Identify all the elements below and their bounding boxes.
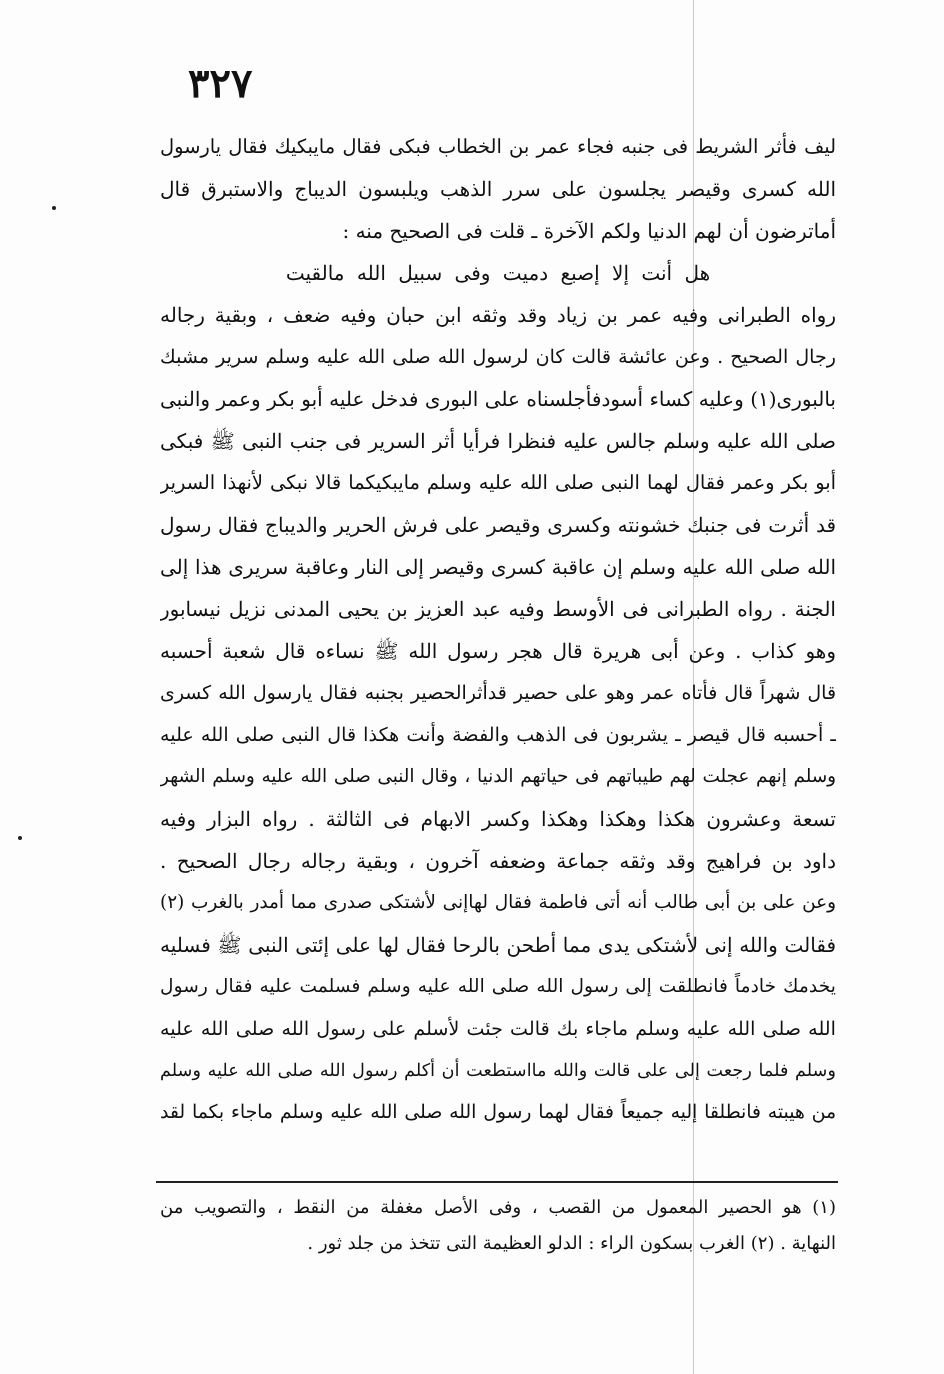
- text-line: يخدمك خادماً فانطلقت إلى رسول الله صلى الله عليه وسلم فسلمت عليه فقال رسول: [160, 976, 836, 997]
- scan-speck: [52, 206, 56, 210]
- scan-speck: [18, 836, 22, 840]
- text-line: ـ أحسبه قال قيصر ـ يشربون فى الذهب والفضة وأنت هكذا قال النبى صلى الله عليه: [160, 723, 836, 746]
- page-number: ٣٢٧: [188, 60, 253, 107]
- main-text-block: [160, 126, 836, 1134]
- text-line: من هيبته فانطلقا إليه جميعاً فقال لهما رسول الله صلى الله عليه وسلم ماجاء بكما لقد: [160, 1102, 836, 1123]
- text-line: وعن على بن أبى طالب أنه أتى فاطمة فقال لهاإنى لأشتكى صدرى مما أمدر بالغرب (٢): [160, 892, 836, 913]
- text-line: وسلم إنهم عجلت لهم طيباتهم فى حياتهم الدنيا ، وقال النبى صلى الله عليه وسلم الشهر: [160, 766, 836, 787]
- text-line: الله صلى الله عليه وسلم ماجاء بك قالت جئت لأسلم على رسول الله صلى الله عليه: [160, 1017, 836, 1040]
- text-line: قد أثرت فى جنبك خشونته وكسرى وقيصر على فرش الحرير والديباج فقال رسول: [160, 513, 836, 537]
- text-line: الله صلى الله عليه وسلم إن عاقبة كسرى وقيصر إلى النار وعاقبة سريرى هذا إلى: [160, 555, 836, 579]
- footnote-line: النهاية . (٢) الغرب بسكون الراء : الدلو العظيمة التى تتخذ من جلد ثور .: [307, 1233, 836, 1254]
- text-line: وسلم فلما رجعت إلى على قالت والله مااستطعت أن أكلم رسول الله صلى الله عليه وسلم: [160, 1061, 836, 1081]
- verse-line: هل أنت إلا إصبع دميت وفى سبيل الله مالقيت: [285, 261, 711, 285]
- footnote-line: (١) هو الحصير المعمول من القصب ، وفى الأصل مغفلة من النقط ، والتصويب من: [160, 1197, 836, 1218]
- text-line: تسعة وعشرون هكذا وهكذا وهكذا وكسر الابهام فى الثالثة . رواه البزار وفيه: [160, 807, 836, 831]
- text-line: بالبورى(١) وعليه كساء أسودفأجلسناه على البورى فدخل عليه أبو بكر وعمر والنبى: [160, 387, 836, 411]
- text-line: أبو بكر وعمر فقال لهما النبى صلى الله عليه وسلم مايبكيكما قالا نبكى لأنهذا السرير: [160, 471, 836, 494]
- text-line: الله كسرى وقيصر يجلسون على سرر الذهب ويلبسون الديباج والاستبرق قال: [160, 177, 836, 201]
- text-line: ليف فأثر الشريط فى جنبه فجاء عمر بن الخطاب فبكى فقال مايبكيك فقال يارسول: [160, 135, 836, 158]
- footnote-divider: [156, 1181, 838, 1183]
- text-line: رجال الصحيح . وعن عائشة قالت كان لرسول الله صلى الله عليه وسلم سرير مشبك: [160, 345, 836, 368]
- text-line: قال شهراً قال فأتاه عمر وهو على حصير قدأثرالحصير بجنبه فقال يارسول الله كسرى: [160, 682, 836, 704]
- text-line: فقالت والله إنى لأشتكى يدى مما أطحن بالرحا فقال لها على إئتى النبى ﷺ فسليه: [160, 933, 836, 957]
- text-line: صلى الله عليه وسلم جالس عليه فنظرا فرأيا أثر السرير فى جنب النبى ﷺ فبكى: [160, 429, 836, 453]
- text-line: وهو كذاب . وعن أبى هريرة قال هجر رسول الله ﷺ نساءه قال شعبة أحسبه: [160, 639, 836, 663]
- text-line: داود بن فراهيج وقد وثقه جماعة وضعفه آخرون ، وبقية رجاله رجال الصحيح .: [160, 849, 836, 873]
- text-line: أماترضون أن لهم الدنيا ولكم الآخرة ـ قلت فى الصحيح منه :: [342, 219, 836, 243]
- text-line: الجنة . رواه الطبرانى فى الأوسط وفيه عبد العزيز بن يحيى المدنى نزيل نيسابور: [160, 597, 836, 621]
- footnotes-block: [160, 1190, 836, 1262]
- text-line: رواه الطبرانى وفيه عمر بن زياد وقد وثقه ابن حبان وفيه ضعف ، وبقية رجاله: [160, 303, 836, 327]
